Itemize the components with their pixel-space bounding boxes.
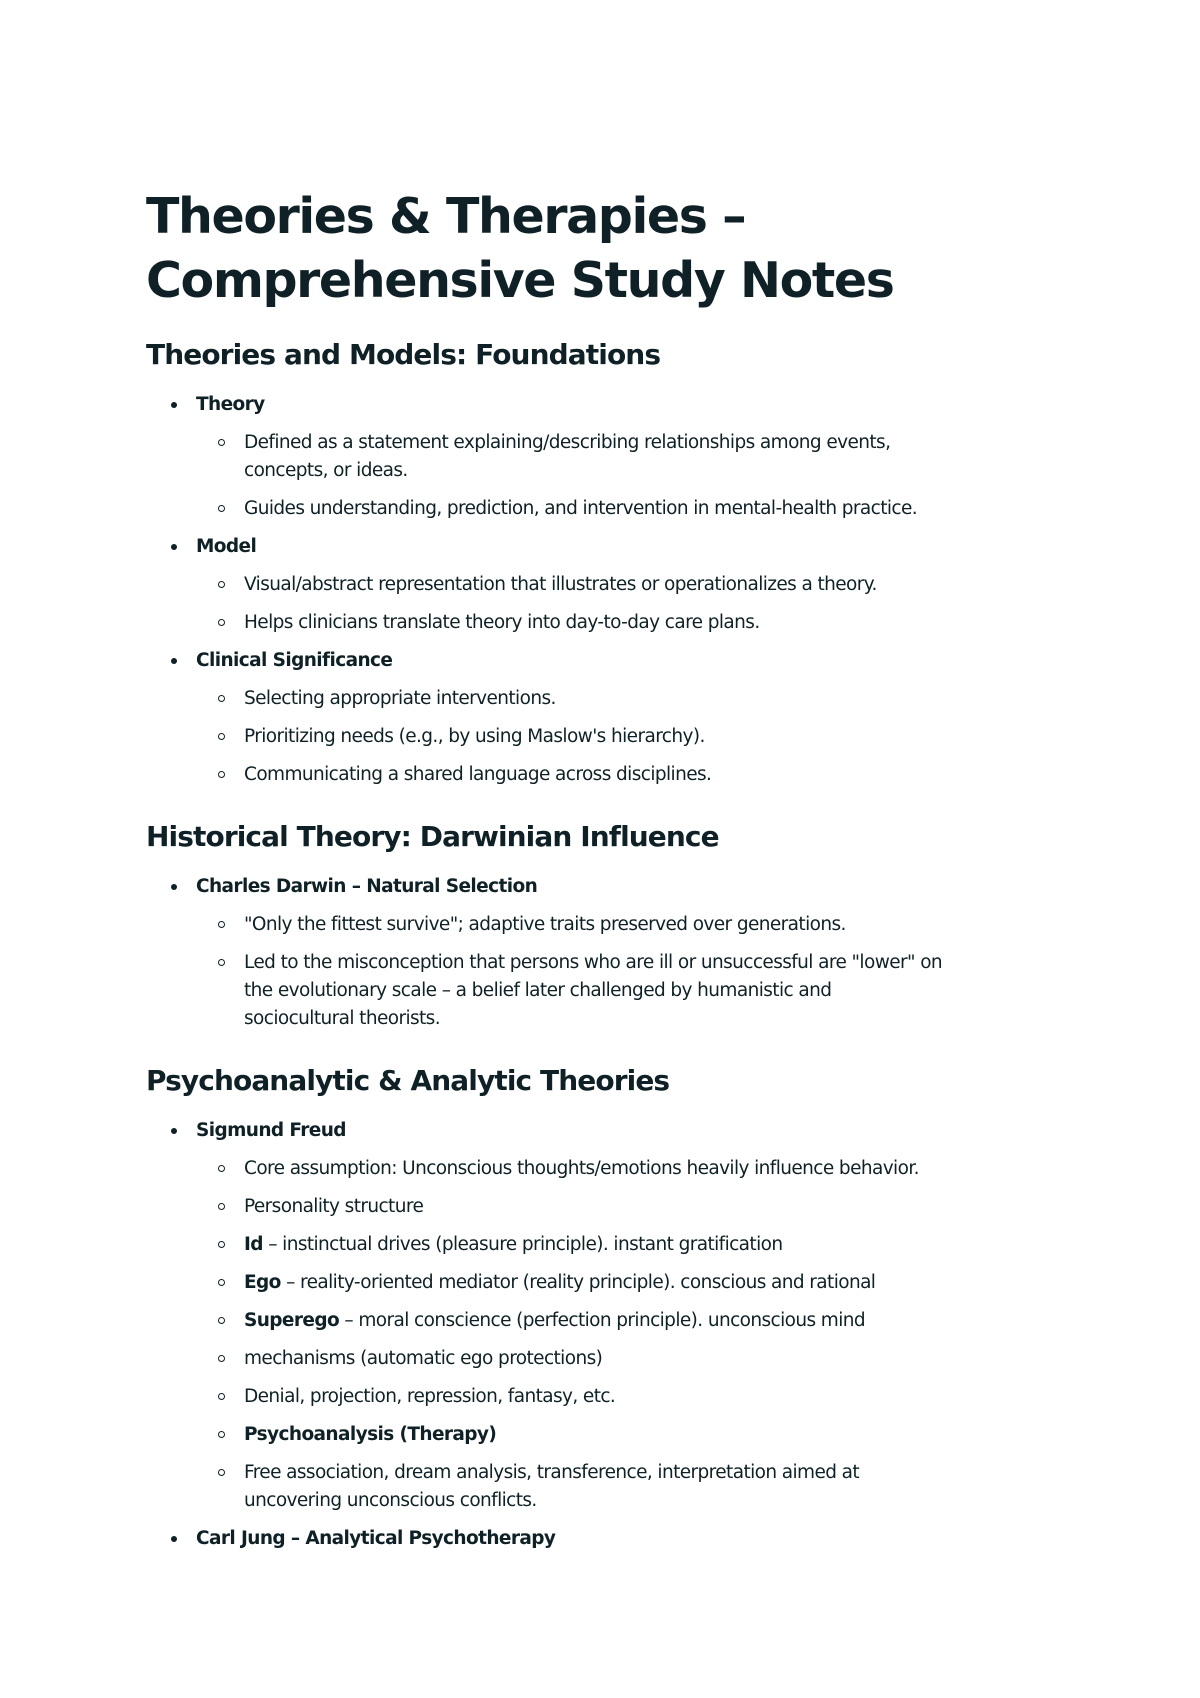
section-heading-psychoanalytic: Psychoanalytic & Analytic Theories (146, 1064, 670, 1097)
sub-list (196, 685, 946, 789)
section-heading-darwinian: Historical Theory: Darwinian Influence (146, 820, 719, 853)
term-description: – moral conscience (perfection principle). unconscious mind (339, 1310, 866, 1331)
list-item (146, 533, 946, 637)
term-description: – reality-oriented mediator (reality principle). conscious and rational (280, 1272, 876, 1293)
sub-list (196, 1155, 946, 1515)
list-item (146, 1117, 946, 1515)
sub-list-item (196, 1421, 946, 1449)
list-item-label: Sigmund Freud (196, 1120, 346, 1141)
section-list-foundations (146, 391, 946, 789)
sub-list-item (196, 1231, 946, 1259)
sub-list-item: "Only the fittest survive"; adaptive traits preserved over generations. (196, 911, 946, 939)
sub-list (196, 911, 946, 1033)
section-list-darwinian (146, 873, 946, 1033)
sub-list-item (196, 1269, 946, 1297)
sub-list (196, 571, 946, 637)
sub-list-item: Defined as a statement explaining/describing relationships among events, concepts, or ideas. (196, 429, 946, 485)
sub-list-item (196, 1307, 946, 1335)
list-item-label: Carl Jung – Analytical Psychotherapy (196, 1528, 556, 1549)
sub-list (196, 429, 946, 523)
sub-list-item: mechanisms (automatic ego protections) (196, 1345, 946, 1373)
sub-list-item: Led to the misconception that persons who are ill or unsuccessful are "lower" on the evolutionary scale – a belief later challenged by humanistic and sociocultural theorists. (196, 949, 946, 1033)
page-title: Theories & Therapies – Comprehensive Study Notes (146, 188, 894, 309)
sub-list-item: Guides understanding, prediction, and intervention in mental-health practice. (196, 495, 946, 523)
document-page (146, 185, 946, 1563)
sub-list-item: Personality structure (196, 1193, 946, 1221)
list-item (146, 391, 946, 523)
list-item (146, 647, 946, 789)
sub-list-item: Helps clinicians translate theory into day-to-day care plans. (196, 609, 946, 637)
sub-list-item: Visual/abstract representation that illustrates or operationalizes a theory. (196, 571, 946, 599)
list-item (146, 873, 946, 1033)
sub-list-item: Denial, projection, repression, fantasy, etc. (196, 1383, 946, 1411)
sub-list-item: Core assumption: Unconscious thoughts/emotions heavily influence behavior. (196, 1155, 946, 1183)
list-item-label: Theory (196, 394, 265, 415)
term-bold: Superego (244, 1310, 340, 1331)
term-bold: Id (244, 1234, 263, 1255)
sub-list-item: Communicating a shared language across disciplines. (196, 761, 946, 789)
list-item-label: Charles Darwin – Natural Selection (196, 876, 538, 897)
list-item (146, 1525, 946, 1553)
section-heading-foundations: Theories and Models: Foundations (146, 338, 661, 371)
term-bold: Psychoanalysis (Therapy) (244, 1424, 497, 1445)
sub-list-item: Selecting appropriate interventions. (196, 685, 946, 713)
list-item-label: Model (196, 536, 257, 557)
section-list-psychoanalytic (146, 1117, 946, 1553)
list-item-label: Clinical Significance (196, 650, 393, 671)
term-bold: Ego (244, 1272, 281, 1293)
term-description: – instinctual drives (pleasure principle). instant gratification (262, 1234, 783, 1255)
sub-list-item: Free association, dream analysis, transference, interpretation aimed at uncovering unconscious conflicts. (196, 1459, 946, 1515)
sub-list-item: Prioritizing needs (e.g., by using Maslow's hierarchy). (196, 723, 946, 751)
